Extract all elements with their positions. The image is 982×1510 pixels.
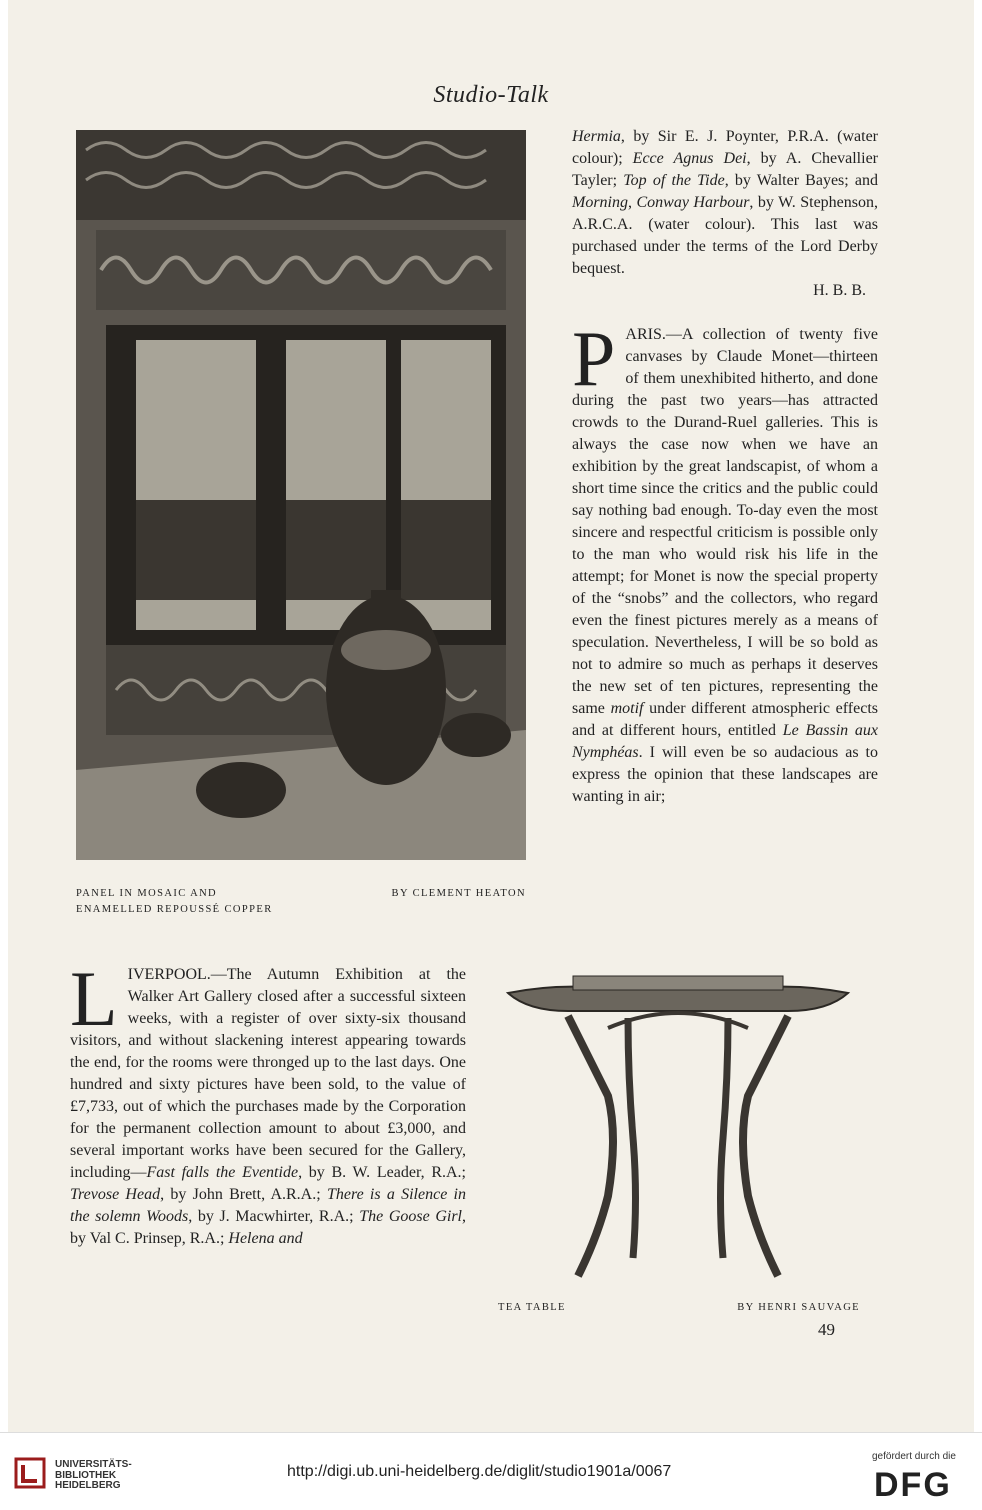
running-title: Studio-Talk [433,82,549,108]
funded-by-label: gefördert durch die [872,1451,956,1462]
university-logo-icon [14,1457,46,1489]
table-caption-left: TEA TABLE [498,1302,566,1313]
liverpool-paragraph: LIVERPOOL.—The Autumn Exhibition at the Walker Art Gallery closed after a successful sixteen weeks, with a register of over sixty-six thousand visitors, and without slackening interest appearing towards the end, for the rooms were thronged up to the last days. One hundred and sixty pictures have been sold, to the value of £7,733, out of which the purchases made by the Corporation for the permanent collection amount to about £3,000, and several important works have been secured for the Gallery, including—Fast falls the Eventide, by B. W. Leader, R.A.; Trevose Head, by John Brett, A.R.A.; There is a Silence in the solemn Woods, by J. Macwhirter, R.A.; The Goose Girl, by Val C. Prinsep, R.A.; Helena and [70,955,467,1247]
left-column [70,955,467,1250]
source-url-link[interactable]: http://digi.ub.uni-heidelberg.de/diglit/studio1901a/0067 [287,1463,672,1480]
right-column [572,126,878,808]
dropcap-l: L [70,955,118,1042]
university-name: UNIVERSITÄTS- BIBLIOTHEK HEIDELBERG [55,1459,132,1491]
signature: H. B. B. [813,282,866,299]
dropcap-p: P [572,315,616,402]
paris-paragraph: PARIS.—A collection of twenty five canvases by Claude Monet—thirteen of them unexhibited hitherto, and done during the past two years—has attracted crowds to the Durand-Ruel galleries. This is always the case now when we have an exhibition by the great landscapist, of whom a short time since the critics and the public could say nothing bad enough. To-day even the most sincere and respectful criticism is possible only to the man who would risk his life in the attempt; for Monet is now the special property of the “snobs” and the collectors, who regard even the finest pictures merely as a means of speculation. Nevertheless, I will be so bold as not to admire so much as perhaps it deserves the new set of ten pictures, representing the same motif under different atmospheric effects and at different hours, entitled Le Bassin aux Nymphéas. I will even be so audacious as to express the opinion that these landscapes are wanting in air; [572,315,879,805]
poynter-paragraph: Hermia, by Sir E. J. Poynter, P.R.A. (water colour); Ecce Agnus Dei, by A. Chevallier Tayler; Top of the Tide, by Walter Bayes; and Morning, Conway Harbour, by W. Stephenson, A.R.C.A. (water colour). This last was purchased under the terms of the Lord Derby bequest. [572,128,878,277]
panel-caption-left [76,886,296,918]
footer [0,1432,982,1510]
table-caption-right: BY HENRI SAUVAGE [737,1302,860,1313]
mosaic-panel-image [76,130,526,860]
dfg-logo: DFG [874,1466,952,1504]
scanned-page [8,0,974,1432]
panel-caption-line2: ENAMELLED REPOUSSÉ COPPER [76,904,273,915]
page-number: 49 [818,1320,835,1339]
panel-caption-right: BY CLEMENT HEATON [391,888,526,899]
panel-caption-line1: PANEL IN MOSAIC AND [76,888,218,899]
tea-table-image [498,968,858,1288]
